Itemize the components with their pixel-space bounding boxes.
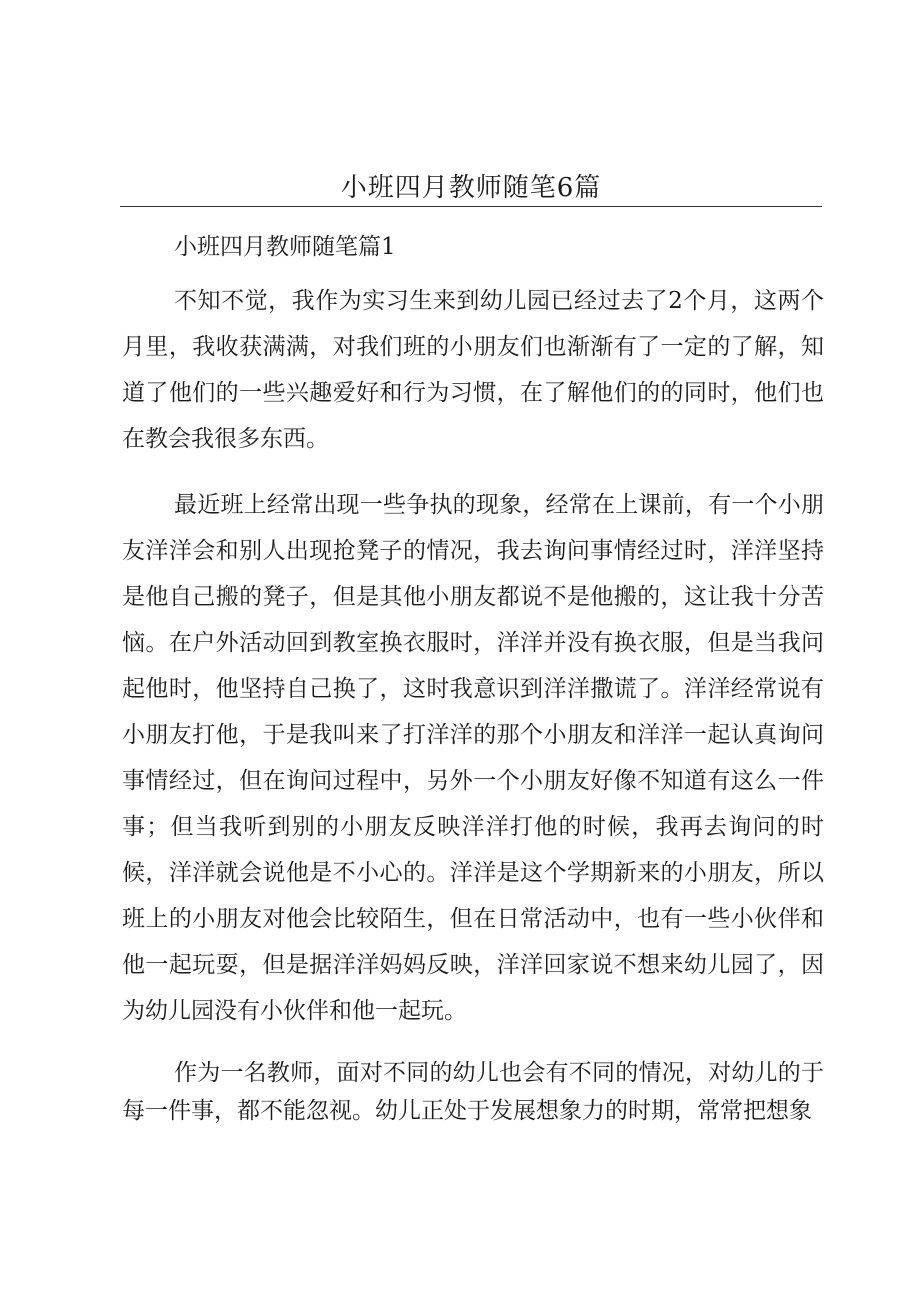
paragraph-2: 最近班上经常出现一些争执的现象，经常在上课前，有一个小朋友洋洋会和别人出现抢凳子的情况，我去询问事情经过时，洋洋坚持是他自己搬的凳子，但是其他小朋友都说不是他搬的，这让我十分苦恼。在户外活动回到教室换衣服时，洋洋并没有换衣服，但是当我问起他时，他坚持自己换了，这时我意识到洋洋撒谎了。洋洋经常说有小朋友打他，于是我叫来了打洋洋的那个小朋友和洋洋一起认真询问事情经过，但在询问过程中，另外一个小朋友好像不知道有这么一件事；但当我听到别的小朋友反映洋洋打他的时候，我再去询问的时候，洋洋就会说他是不小心的。洋洋是这个学期新来的小朋友，所以班上的小朋友对他会比较陌生，但在日常活动中，也有一些小伙伴和他一起玩耍，但是据洋洋妈妈反映，洋洋回家说不想来幼儿园了，因为幼儿园没有小伙伴和他一起玩。 [122,492,824,1024]
document-title: 小班四月教师随笔6篇 [340,173,602,203]
title-underline [120,206,822,207]
document-body [122,226,824,1150]
section-heading: 小班四月教师随笔篇1 [174,234,396,260]
paragraph-3: 作为一名教师，面对不同的幼儿也会有不同的情况，对幼儿的于每一件事，都不能忽视。幼儿正处于发展想象力的时期，常常把想象 [122,1060,824,1124]
paragraph-1: 不知不觉，我作为实习生来到幼儿园已经过去了2个月，这两个月里，我收获满满，对我们班的小朋友们也渐渐有了一定的了解，知道了他们的一些兴趣爱好和行为习惯，在了解他们的的同时，他们也在教会我很多东西。 [122,288,824,452]
